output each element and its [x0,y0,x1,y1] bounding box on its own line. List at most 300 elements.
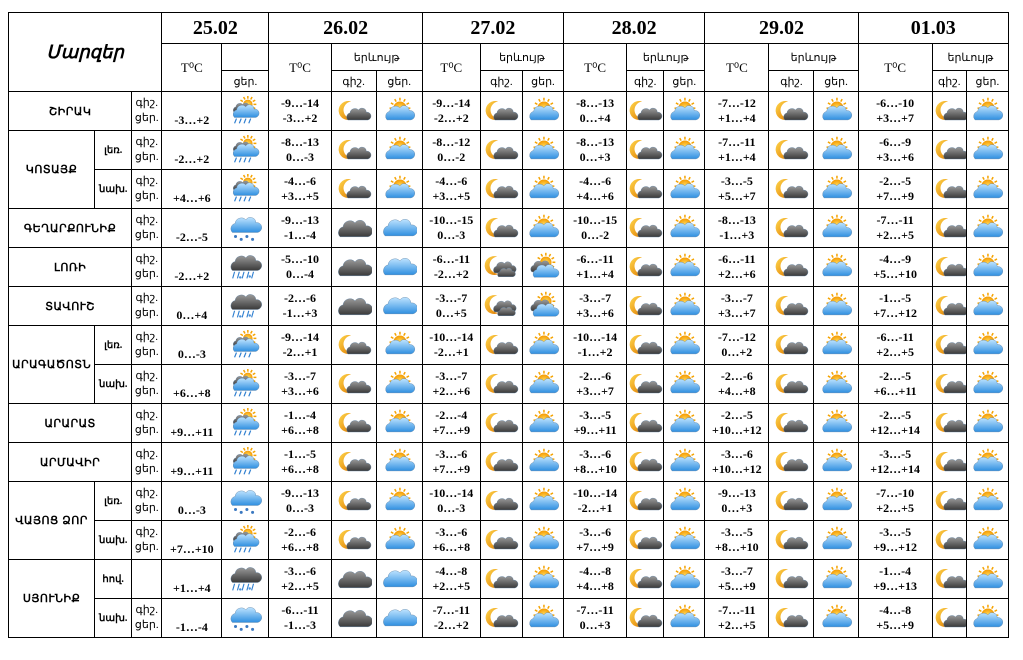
night-header: գիշ. [627,71,664,92]
temp-range [564,365,627,404]
region-name: ՎԱՅՈՑ ՁՈՐ [9,482,95,560]
moon-cloud-icon [932,404,966,443]
temp-range [422,131,480,170]
day-temp: +10…+12 [712,423,762,437]
night-temp: -10…-14 [573,330,618,344]
temp-range [858,248,932,287]
day-temp: +2…+5 [876,501,914,515]
night-label: գիշ. [135,409,158,421]
sun-cloud-icon [522,443,563,482]
temp-range [422,326,480,365]
moon-cloud-icon [627,404,664,443]
sun-cloud-icon [664,443,705,482]
day-label: ցեր. [134,190,159,202]
temp-range [269,365,331,404]
night-temp: -2…-5 [879,408,912,422]
subregion-label: հով. [95,560,132,599]
night-temp: -2…-6 [579,369,612,383]
temp-range [269,209,331,248]
night-header: գիշ. [932,71,966,92]
moon-cloud-icon [331,131,376,170]
region-name: ԿՈՏԱՅՔ [9,131,95,209]
sun-cloud-icon [814,482,858,521]
date-header: 28.02 [564,13,705,44]
sun-cloud-icon [376,170,422,209]
day-temp: -2…+1 [433,345,469,359]
day-temp: +6…+8 [432,540,471,554]
day-label: ցեր. [134,307,159,319]
subregion-label: նախ. [95,170,132,209]
temp-value: 0…+4 [162,287,222,326]
sun-cloud-icon [966,443,1008,482]
temp-range [858,521,932,560]
temp-range [858,599,932,638]
temp-range [564,404,627,443]
day-temp: +6…+8 [281,462,319,476]
moon-cloud-icon [480,365,522,404]
cloud-snow-icon [222,482,269,521]
night-temp: -7…-11 [718,603,756,617]
temp-range [269,131,331,170]
moon-cloud-icon [932,287,966,326]
day-label: ցեր. [134,502,159,514]
day-temp: +3…+7 [876,111,914,125]
forecast-table [8,12,1009,638]
sun-cloud-icon [664,599,705,638]
sun-cloud-icon [664,170,705,209]
sun-cloud-icon [664,248,705,287]
sun-cloud-icon [966,599,1008,638]
temp-range [422,560,480,599]
day-temp: 0…-3 [286,150,315,164]
table-row [9,170,1009,209]
temp-value: 0…-3 [162,482,222,521]
sun-cloud-icon [376,443,422,482]
region-name: ԼՈՌԻ [9,248,132,287]
day-temp: +5…+9 [718,579,756,593]
sun-cloud-icon [376,404,422,443]
sun-cloud-icon [814,404,858,443]
sun-cloud-icon [664,209,705,248]
cloud-rain-snow-icon [222,560,269,599]
moon-cloud-dark-icon [480,287,522,326]
temp-range [269,248,331,287]
temp-value: +7…+10 [162,521,222,560]
night-temp: -9…-13 [281,213,320,227]
day-temp: -1…-3 [284,618,317,632]
moon-cloud-icon [627,287,664,326]
moon-cloud-icon [480,92,522,131]
sun-cloud-icon [664,131,705,170]
partly-cloudy-rain-icon [222,404,269,443]
temp-range [564,326,627,365]
temp-range [269,170,331,209]
day-temp: +3…+7 [576,384,614,398]
sun-cloud-icon [814,248,858,287]
temp-range [422,209,480,248]
day-header: ցեր. [522,71,563,92]
dark-cloud-icon [331,560,376,599]
night-temp: -8…-12 [432,135,471,149]
table-row [9,521,1009,560]
dark-cloud-icon [331,287,376,326]
night-label: գիշ. [135,331,158,343]
cloud-icon [376,248,422,287]
moon-cloud-icon [331,521,376,560]
moon-cloud-icon [932,170,966,209]
sun-cloud-icon [664,560,705,599]
night-temp: -4…-8 [579,564,612,578]
phenomenon-header: երևույթ [932,44,1008,71]
moon-cloud-icon [769,560,814,599]
sun-cloud-icon [814,326,858,365]
day-temp: +6…+11 [873,384,917,398]
moon-cloud-icon [769,365,814,404]
moon-cloud-icon [769,404,814,443]
night-temp: -4…-6 [579,174,612,188]
moon-cloud-icon [627,326,664,365]
moon-cloud-icon [480,599,522,638]
day-temp: +4…+6 [576,189,614,203]
day-temp: +1…+4 [576,267,614,281]
night-temp: -7…-12 [717,330,756,344]
subregion-label: լեռ. [95,131,132,170]
temp-range [705,560,769,599]
day-temp: +5…+7 [718,189,756,203]
day-label: ցեր. [134,424,159,436]
temp-col-header: T⁰C [422,44,480,92]
sun-cloud-icon [814,170,858,209]
temp-value: -1…-4 [162,599,222,638]
moon-cloud-icon [769,248,814,287]
temp-value: +1…+4 [162,560,222,599]
night-temp: -6…-11 [718,252,756,266]
date-header: 25.02 [162,13,269,44]
night-temp: -3…-7 [284,369,317,383]
day-temp: +6…+8 [281,423,319,437]
night-label: գիշ. [135,604,158,616]
cloud-icon [376,287,422,326]
moon-cloud-icon [331,92,376,131]
period-labels [132,560,162,599]
night-temp: -6…-11 [281,603,319,617]
phenomenon-header: երևույթ [480,44,563,71]
temp-range [564,521,627,560]
partly-cloudy-rain-icon [222,170,269,209]
moon-cloud-icon [769,287,814,326]
temp-range [705,482,769,521]
table-row [9,92,1009,131]
moon-cloud-icon [769,209,814,248]
night-label: գիշ. [135,253,158,265]
day-temp: 0…+2 [721,345,753,359]
day-temp: +2…+5 [876,228,914,242]
moon-cloud-icon [769,599,814,638]
night-temp: -3…-5 [720,525,753,539]
moon-cloud-icon [932,326,966,365]
temp-range [858,287,932,326]
moon-cloud-icon [769,92,814,131]
moon-cloud-icon [627,92,664,131]
moon-cloud-icon [480,131,522,170]
day-temp: +9…+11 [573,423,617,437]
day-temp: +2…+6 [432,384,471,398]
night-temp: -1…-4 [879,564,912,578]
day-label: ցեր. [134,463,159,475]
temp-col-header: T⁰C [564,44,627,92]
night-temp: -2…-5 [879,369,912,383]
day-temp: 0…+3 [579,150,611,164]
temp-range [422,443,480,482]
night-temp: -8…-13 [717,213,756,227]
day-temp: +3…+5 [432,189,471,203]
temp-range [564,170,627,209]
night-temp: -3…-7 [579,291,612,305]
night-header: գիշ. [769,71,814,92]
cloud-icon [376,209,422,248]
day-header: ցեր. [222,71,269,92]
night-temp: -9…-14 [281,330,320,344]
moon-cloud-icon [331,326,376,365]
partly-cloudy-rain-icon [222,521,269,560]
sun-cloud-icon [814,209,858,248]
night-temp: -8…-13 [576,135,615,149]
temp-range [422,599,480,638]
region-name: ԱՐԱԳԱԾՈՏՆ [9,326,95,404]
sun-cloud-icon [522,482,563,521]
temp-col-header: T⁰C [858,44,932,92]
date-header: 26.02 [269,13,422,44]
table-row [9,131,1009,170]
day-temp: +2…+6 [718,267,756,281]
period-labels [132,404,162,443]
night-temp: -1…-5 [284,447,317,461]
day-temp: -1…+2 [577,345,613,359]
region-name: ԱՐԱՐԱՏ [9,404,132,443]
moon-cloud-icon [932,209,966,248]
subregion-label: նախ. [95,521,132,560]
night-label: գիշ. [135,214,158,226]
day-temp: +3…+6 [876,150,914,164]
temp-value: -2…+2 [162,248,222,287]
table-row [9,326,1009,365]
day-temp: +3…+6 [281,384,319,398]
moon-cloud-icon [769,482,814,521]
night-temp: -3…-7 [435,291,468,305]
temp-range [422,482,480,521]
day-temp: +1…+4 [718,111,756,125]
cloud-icon [376,599,422,638]
moon-cloud-icon [331,365,376,404]
temp-range [858,326,932,365]
moon-cloud-icon [769,131,814,170]
night-temp: -3…-7 [720,291,753,305]
day-temp: +4…+8 [576,579,614,593]
night-temp: -6…-9 [879,135,912,149]
day-temp: +6…+8 [281,540,319,554]
moon-cloud-icon [331,443,376,482]
region-name: ՇԻՐԱԿ [9,92,132,131]
period-labels [132,287,162,326]
night-temp: -3…-5 [720,174,753,188]
sun-cloud-icon [522,131,563,170]
night-header: գիշ. [331,71,376,92]
temp-range [269,326,331,365]
sun-cloud-icon [966,170,1008,209]
temp-col-header: T⁰C [269,44,331,92]
night-temp: -3…-7 [435,369,468,383]
subregion-label: լեռ. [95,482,132,521]
day-temp: +2…+5 [281,579,319,593]
table-row [9,248,1009,287]
temp-range [269,404,331,443]
sun-cloud-icon [522,209,563,248]
day-temp: +3…+7 [718,306,756,320]
period-labels [132,170,162,209]
night-temp: -3…-6 [579,525,612,539]
temp-range [422,287,480,326]
dark-cloud-icon [331,599,376,638]
day-temp: +12…+14 [870,462,920,476]
region-header: Մարզեր [9,13,162,92]
day-label: ցեր. [134,229,159,241]
night-temp: -4…-8 [879,603,912,617]
moon-cloud-icon [480,443,522,482]
date-header: 01.03 [858,13,1008,44]
sun-cloud-icon [664,365,705,404]
sun-cloud-icon [522,599,563,638]
night-temp: -9…-14 [281,96,320,110]
temp-range [564,599,627,638]
day-temp: -3…+2 [282,111,318,125]
sun-cloud-icon [522,92,563,131]
moon-cloud-icon [480,404,522,443]
partly-cloudy-rain-icon [222,131,269,170]
day-temp: 0…+3 [721,501,753,515]
temp-col-header: T⁰C [162,44,222,92]
moon-cloud-icon [769,443,814,482]
sun-cloud-icon [966,131,1008,170]
day-temp: 0…+5 [435,306,467,320]
table-row [9,443,1009,482]
temp-range [858,365,932,404]
day-temp: +1…+4 [718,150,756,164]
sun-cloud-icon [522,170,563,209]
moon-cloud-icon [627,443,664,482]
temp-value: +6…+8 [162,365,222,404]
day-header: ցեր. [814,71,858,92]
night-temp: -1…-4 [284,408,317,422]
blank-cell [222,44,269,71]
temp-value: 0…-3 [162,326,222,365]
sun-cloud-icon [814,287,858,326]
day-temp: +3…+5 [281,189,319,203]
moon-cloud-icon [627,365,664,404]
day-header: ցեր. [376,71,422,92]
day-temp: -2…+2 [433,618,469,632]
sun-cloud-icon [814,131,858,170]
sun-cloud-icon [664,287,705,326]
moon-cloud-icon [932,92,966,131]
moon-cloud-icon [932,248,966,287]
region-name: ԳԵՂԱՐՔՈՒՆԻՔ [9,209,132,248]
temp-range [564,560,627,599]
sun-cloud-icon [376,131,422,170]
sun-cloud-icon [966,365,1008,404]
temp-range [269,443,331,482]
temp-value: -2…-5 [162,209,222,248]
temp-value: -2…+2 [162,131,222,170]
moon-cloud-icon [627,560,664,599]
moon-cloud-icon [480,560,522,599]
subregion-label: նախ. [95,599,132,638]
temp-range [705,209,769,248]
night-temp: -2…-5 [879,174,912,188]
dark-cloud-icon [331,248,376,287]
partly-cloudy-rain-icon [222,365,269,404]
moon-cloud-icon [932,443,966,482]
day-temp: +10…+12 [712,462,762,476]
night-temp: -6…-11 [576,252,614,266]
temp-range [422,170,480,209]
moon-cloud-icon [769,521,814,560]
day-temp: +9…+12 [873,540,917,554]
night-temp: -3…-6 [284,564,317,578]
sun-cloud-icon [966,560,1008,599]
moon-cloud-icon [932,482,966,521]
period-labels [132,599,162,638]
sun-cloud-icon [376,92,422,131]
sun-cloud-icon [966,326,1008,365]
day-temp: +2…+5 [876,345,914,359]
temp-range [705,170,769,209]
temp-range [422,404,480,443]
night-temp: -10…-14 [429,486,474,500]
subregion-label: նախ. [95,365,132,404]
phenomenon-header: երևույթ [331,44,422,71]
period-labels [132,92,162,131]
sun-cloud-icon [814,521,858,560]
sun-cloud-icon [814,443,858,482]
night-label: գիշ. [135,448,158,460]
sun-cloud-icon [664,326,705,365]
phenomenon-header: երևույթ [627,44,705,71]
sun-cloud-icon [376,482,422,521]
partly-cloudy-rain-icon [222,92,269,131]
sun-cloud-icon [966,287,1008,326]
moon-cloud-icon [932,365,966,404]
moon-cloud-icon [480,482,522,521]
day-temp: +4…+8 [718,384,756,398]
day-temp: 0…-3 [437,228,466,242]
day-label: ցեր. [134,619,159,631]
day-temp: +5…+10 [873,267,917,281]
sun-cloud-icon [376,521,422,560]
night-temp: -2…-6 [284,525,317,539]
night-temp: -2…-4 [435,408,468,422]
sun-cloud-icon [376,365,422,404]
moon-cloud-dark-icon [480,248,522,287]
temp-range [705,599,769,638]
day-temp: +7…+9 [432,423,471,437]
sun-cloud-icon [814,599,858,638]
moon-cloud-icon [331,170,376,209]
temp-range [564,209,627,248]
date-header: 29.02 [705,13,858,44]
moon-cloud-icon [627,521,664,560]
sun-cloud-icon [522,365,563,404]
partly-cloudy-rain-icon [222,326,269,365]
